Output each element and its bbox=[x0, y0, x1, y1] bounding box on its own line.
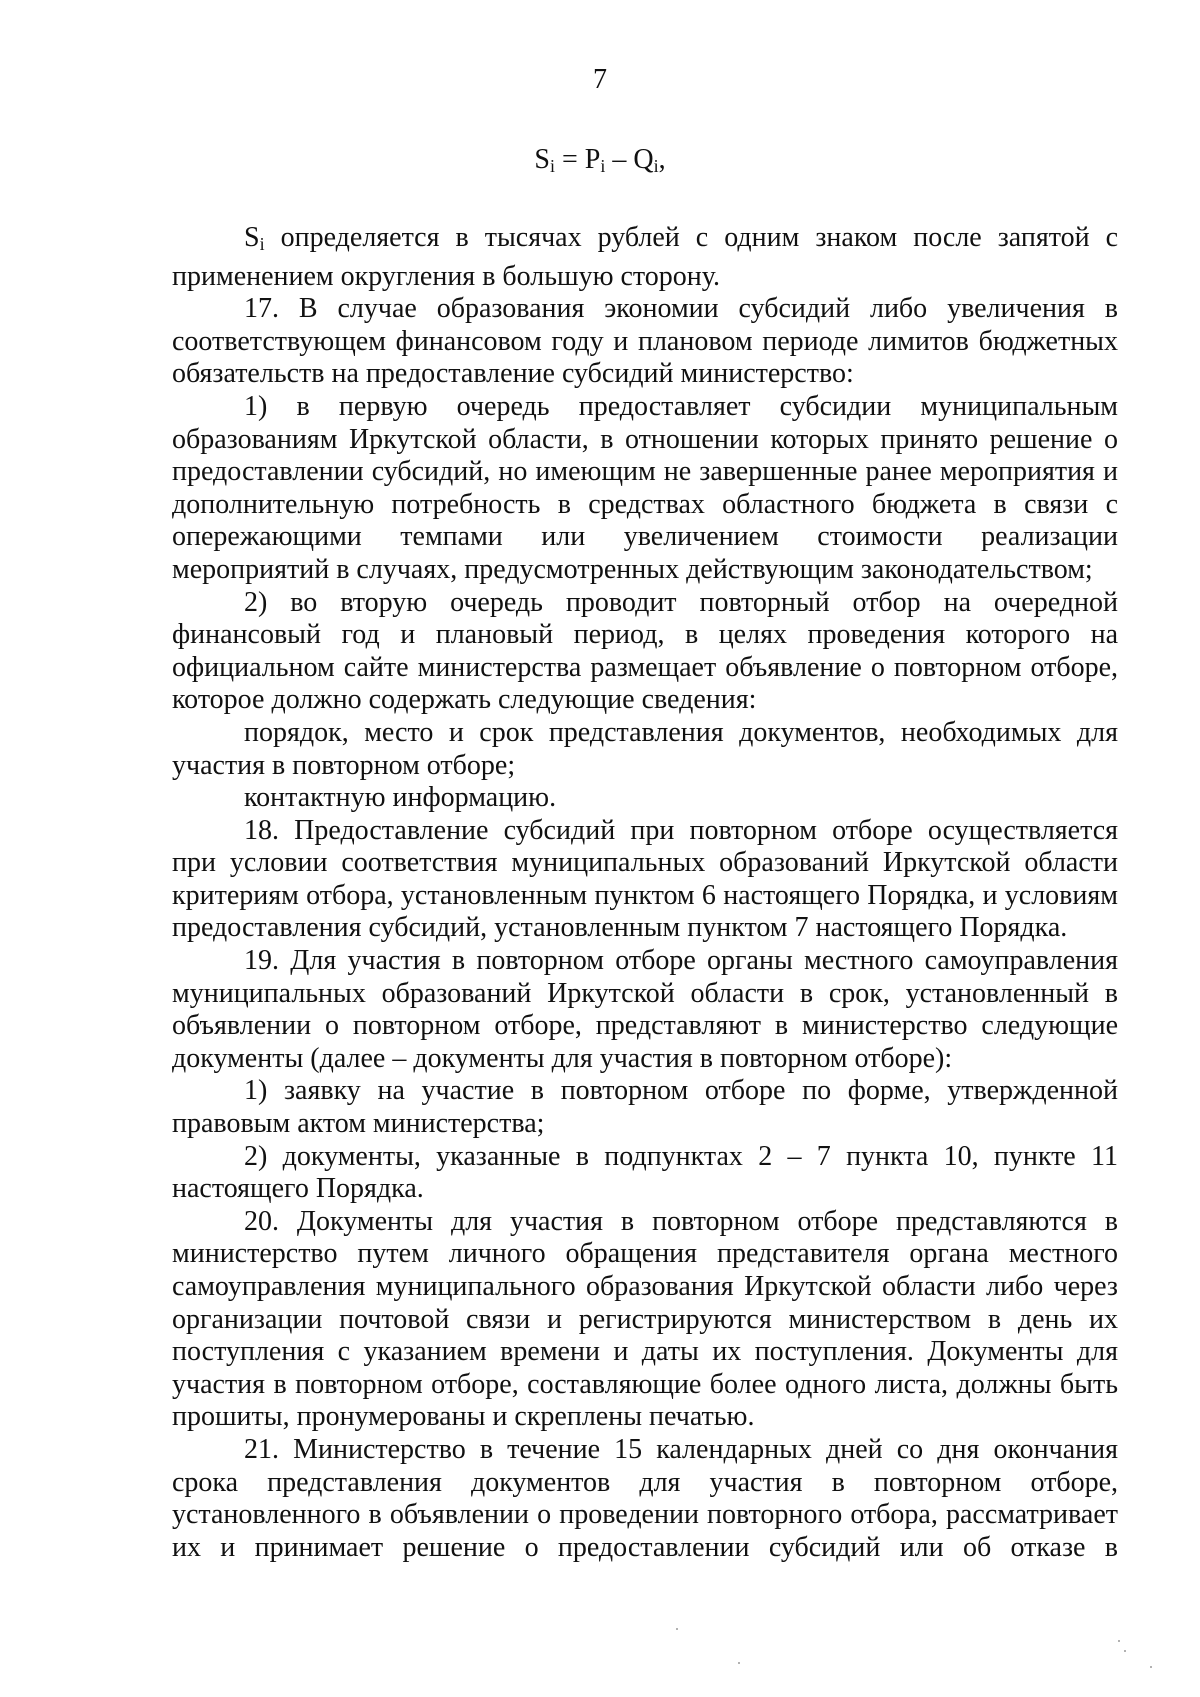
formula-minus: – bbox=[605, 144, 634, 175]
formula bbox=[0, 146, 1200, 175]
paragraph-21: 21. Министерство в течение 15 календарных дней со дня окончания срока представления документов для участия в повторном отборе, установленного в объявлении о проведении повторного отбора, рассматривает их и принимает решение о предоставлении субсидий или об отказе в bbox=[172, 1433, 1118, 1563]
formula-equals: = bbox=[554, 144, 585, 175]
scan-speck bbox=[676, 1628, 678, 1630]
intro-s: S bbox=[244, 222, 260, 253]
paragraph-17-item-2: 2) во вторую очередь проводит повторный отбор на очередной финансовый год и плановый период, в целях проведения которого на официальном сайте министерства размещает объявление о повторном отборе, которое должно содержать следующие сведения: bbox=[172, 586, 1118, 716]
formula-s: S bbox=[534, 144, 550, 175]
paragraph-17-item-2-order: порядок, место и срок представления документов, необходимых для участия в повторном отборе; bbox=[172, 716, 1118, 781]
paragraph-19-item-2: 2) документы, указанные в подпунктах 2 – 7 пункта 10, пункте 11 настоящего Порядка. bbox=[172, 1140, 1118, 1205]
paragraph-19: 19. Для участия в повторном отборе органы местного самоуправления муниципальных образований Иркутской области в срок, установленный в объявлении о повторном отборе, представляют в министерство следующие документы (далее – документы для участия в повторном отборе): bbox=[172, 945, 1118, 1074]
formula-q: Q bbox=[633, 144, 654, 175]
formula-p-subscript: i bbox=[600, 156, 606, 176]
paragraph-17-item-2-contacts: контактную информацию. bbox=[244, 782, 557, 814]
scan-speck bbox=[1150, 1666, 1152, 1668]
paragraph-17: 17. В случае образования экономии субсидий либо увеличения в соответствующем финансовом году и плановом периоде лимитов бюджетных обязательств на предоставление субсидий министерство: bbox=[172, 293, 1118, 390]
formula-comma: , bbox=[658, 144, 666, 175]
formula-s-subscript: i bbox=[549, 156, 555, 176]
paragraph-17-item-1: 1) в первую очередь предоставляет субсидии муниципальным образованиям Иркутской области, в отношении которых принято решение о предоставлении субсидий, но имеющим не завершенные ранее мероприятия и дополнительную потребность в средствах областного бюджета в связи с опережающими темпами или увеличением стоимости реализации мероприятий в случаях, предусмотренных действующим законодательством; bbox=[172, 390, 1118, 585]
paragraph-18: 18. Предоставление субсидий при повторном отборе осуществляется при условии соответствия муниципальных образований Иркутской области критериям отбора, установленным пунктом 6 настоящего Порядка, и условиям предоставления субсидий, установленным пунктом 7 настоящего Порядка. bbox=[172, 814, 1118, 944]
document-body bbox=[172, 222, 1118, 1564]
scan-speck bbox=[738, 1662, 740, 1664]
paragraph-20: 20. Документы для участия в повторном отборе представляются в министерство путем личного обращения представителя органа местного самоуправления муниципального образования Иркутской области либо через организации почтовой связи и регистрируются министерством в день их поступления с указанием времени и даты их поступления. Документы для участия в повторном отборе, составляющие более одного листа, должны быть прошиты, пронумерованы и скреплены печатью. bbox=[172, 1205, 1118, 1433]
intro-text: определяется в тысячах рублей с одним знаком после запятой с применением округления в большую сторону. bbox=[172, 222, 1118, 292]
formula-q-subscript: i bbox=[653, 156, 659, 176]
scan-speck bbox=[1118, 1640, 1120, 1642]
paragraph-rounding bbox=[172, 222, 1118, 293]
formula-p: P bbox=[584, 144, 601, 175]
intro-s-subscript: i bbox=[259, 234, 265, 254]
scan-speck bbox=[1124, 1650, 1126, 1652]
paragraph-19-item-1: 1) заявку на участие в повторном отборе по форме, утвержденной правовым актом министерства; bbox=[172, 1075, 1118, 1140]
page-number: 7 bbox=[593, 64, 607, 95]
